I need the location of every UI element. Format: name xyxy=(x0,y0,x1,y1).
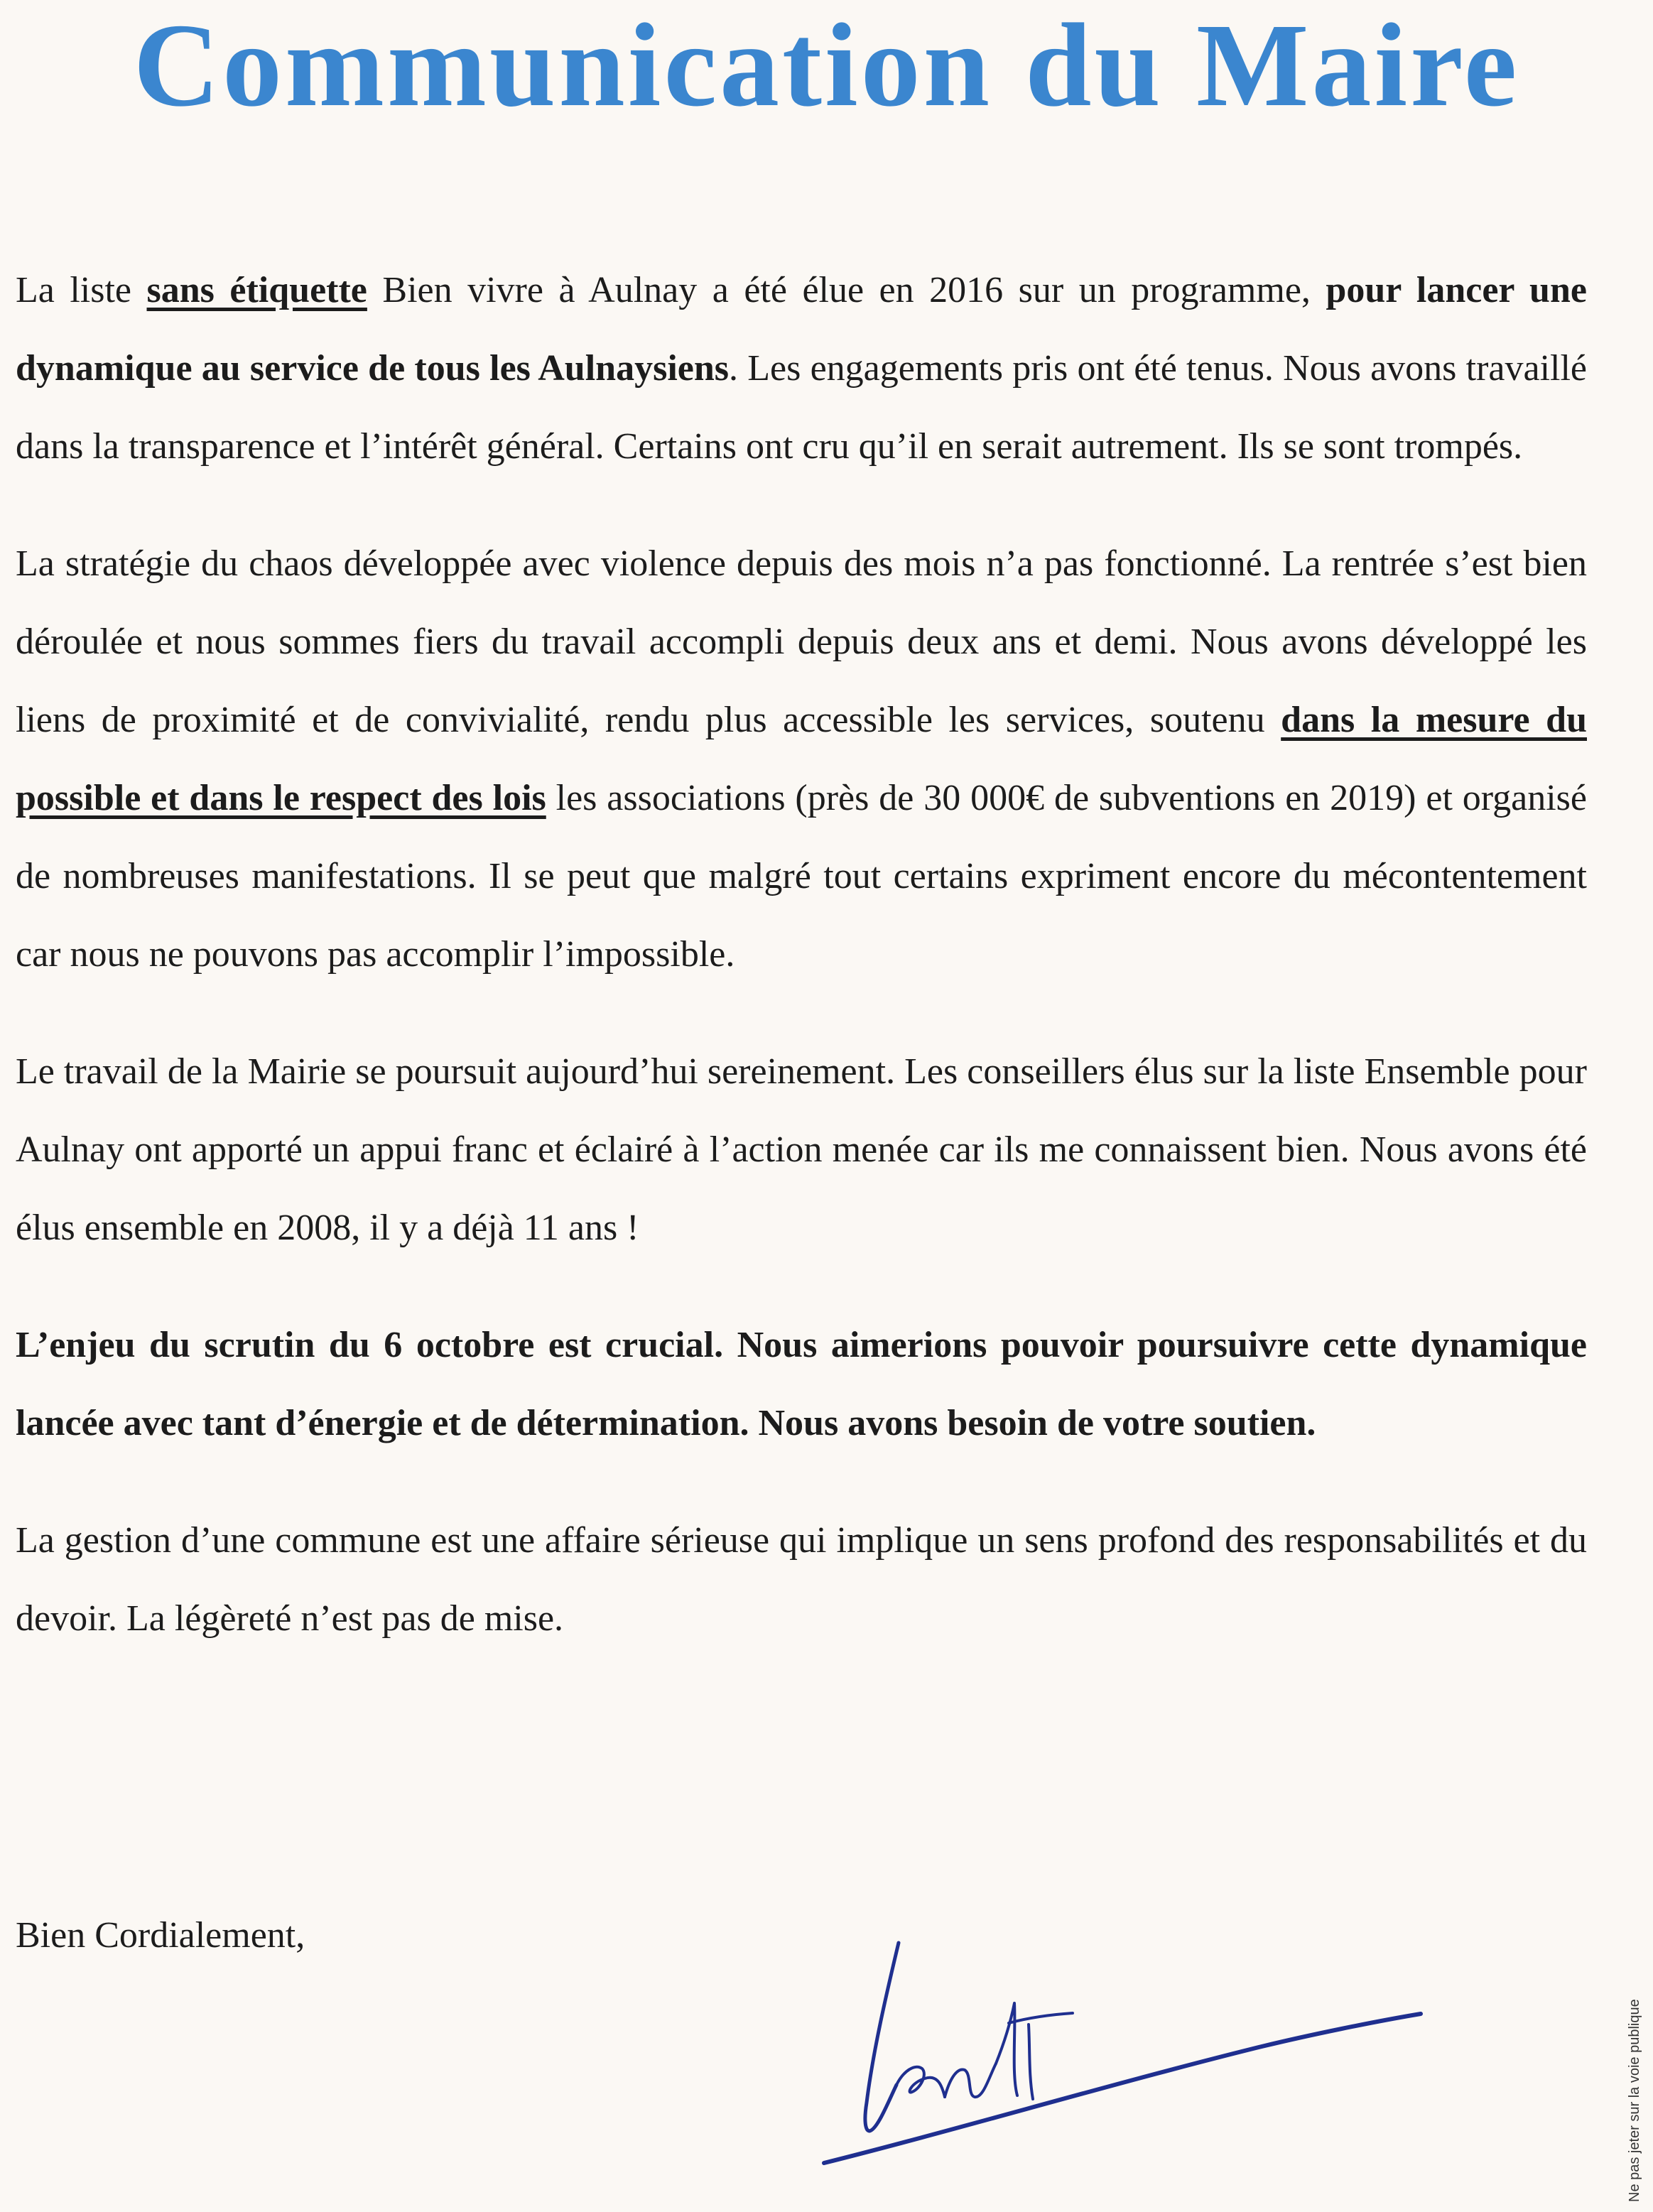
text-run-underlined: sans étiquette xyxy=(146,270,367,310)
text-run: La gestion d’une commune est une affaire sérieuse qui implique un sens profond des responsabilités et du devoir. La légèreté n’est pas de mise. xyxy=(16,1520,1587,1639)
text-run-underlined: dans la mesure du possible et dans le respect des lois xyxy=(16,700,1587,818)
paragraph-1 xyxy=(16,251,1587,486)
text-run-bold: pour lancer une dynamique au service de tous les Aulnaysiens xyxy=(16,270,1587,389)
text-run-bold: L’enjeu du scrutin du 6 octobre est crucial. Nous aimerions pouvoir poursuivre cette dynamique lancée avec tant d’énergie et de détermination. Nous avons besoin de votre soutien. xyxy=(16,1325,1587,1443)
signature-stroke xyxy=(945,2064,996,2097)
closing-salutation: Bien Cordialement, xyxy=(16,1915,305,1956)
letter-body xyxy=(16,251,1587,1658)
text-run: La stratégie du chaos développée avec violence depuis des mois n’a pas fonctionné. La rentrée s’est bien déroulée et nous sommes fiers du travail accompli depuis deux ans et demi. Nous avons développé les liens de proximité et de convivialité, rendu plus accessible les services, soutenu xyxy=(16,543,1587,740)
paragraph-4 xyxy=(16,1306,1587,1463)
text-run: La liste xyxy=(16,270,147,310)
paragraph-2 xyxy=(16,525,1587,994)
text-run: . Les engagements pris ont été tenus. Nous avons travaillé dans la transparence et l’intérêt général. Certains ont cru qu’il en serait autrement. Ils se sont trompés. xyxy=(16,348,1587,467)
side-note: Ne pas jeter sur la voie publique xyxy=(1627,1999,1642,2202)
page-title: Communication du Maire xyxy=(133,0,1520,131)
signature-stroke xyxy=(824,2014,1421,2163)
text-run: Bien vivre à Aulnay a été élue en 2016 sur un programme, xyxy=(367,270,1326,310)
paragraph-5 xyxy=(16,1502,1587,1658)
text-run: Le travail de la Mairie se poursuit aujourd’hui sereinement. Les conseillers élus sur la liste Ensemble pour Aulnay ont apporté un appui franc et éclairé à l’action menée car ils me connaissent bien. Nous avons été élus ensemble en 2008, il y a déjà 11 ans ! xyxy=(16,1051,1587,1248)
signature-stroke xyxy=(1009,2013,1073,2023)
signature-stroke xyxy=(996,2003,1017,2096)
signature-stroke xyxy=(1029,2024,1033,2099)
paragraph-3 xyxy=(16,1033,1587,1267)
text-run: les associations (près de 30 000€ de subventions en 2019) et organisé de nombreuses manifestations. Il se peut que malgré tout certains expriment encore du mécontentement car nous ne pouvons pas accomplir l’impossible. xyxy=(16,778,1587,975)
signature-image xyxy=(739,1918,1449,2174)
signature-stroke xyxy=(865,1943,899,2131)
signature-stroke xyxy=(896,2067,945,2097)
